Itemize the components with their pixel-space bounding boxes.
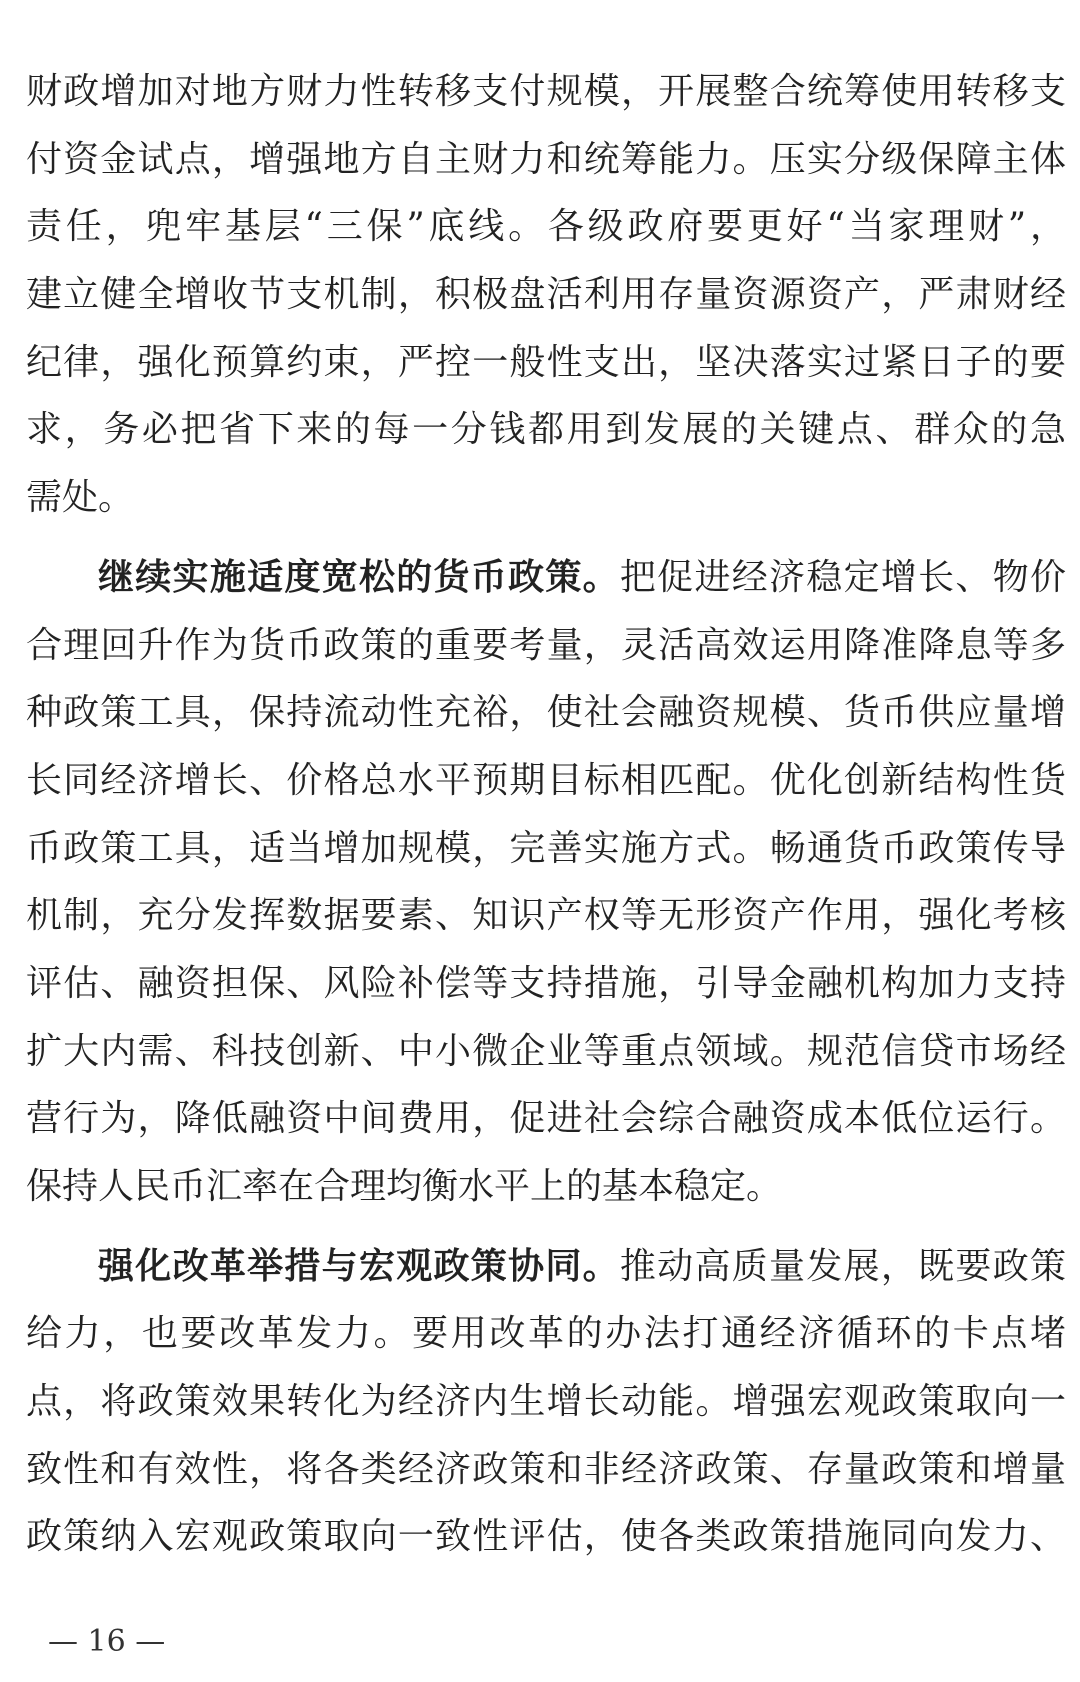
text-line: 纪律，强化预算约束，严控一般性支出，坚决落实过紧日子的要 — [26, 341, 1066, 383]
paragraph-heading: 强化改革举措与宏观政策协同。 — [98, 1244, 620, 1287]
text-line: 长同经济增长、价格总水平预期目标相匹配。优化创新结构性货 — [26, 759, 1066, 801]
text-line: 营行为，降低融资中间费用，促进社会综合融资成本低位运行。 — [26, 1098, 1066, 1140]
text-line: 评估、融资担保、风险补偿等支持措施，引导金融机构加力支持 — [26, 962, 1066, 1004]
text-line: 建立健全增收节支机制，积极盘活利用存量资源资产，严肃财经 — [26, 274, 1066, 316]
paragraph-first-line — [0, 544, 1066, 612]
text-line: 点，将政策效果转化为经济内生增长动能。增强宏观政策取向一 — [26, 1381, 1066, 1423]
text-line: 币政策工具，适当增加规模，完善实施方式。畅通货币政策传导 — [26, 827, 1066, 869]
text-line: 机制，充分发挥数据要素、知识产权等无形资产作用，强化考核 — [26, 895, 1066, 937]
body-text — [0, 58, 1080, 1571]
paragraph-first-line-text: 推动高质量发展，既要政策 — [619, 1245, 1066, 1287]
text-line: 政策纳入宏观政策取向一致性评估，使各类政策措施同向发力、 — [26, 1516, 1066, 1558]
text-line: 致性和有效性，将各类经济政策和非经济政策、存量政策和增量 — [26, 1448, 1066, 1490]
paragraph-first-line — [0, 1233, 1066, 1301]
text-line: 付资金试点，增强地方自主财力和统筹能力。压实分级保障主体 — [26, 138, 1066, 180]
text-line: 扩大内需、科技创新、中小微企业等重点领域。规范信贷市场经 — [26, 1030, 1066, 1072]
paragraph-heading: 继续实施适度宽松的货币政策。 — [98, 555, 620, 598]
paragraph-first-line-text: 把促进经济稳定增长、物价 — [619, 556, 1066, 598]
text-line: 合理回升作为货币政策的重要考量，灵活高效运用降准降息等多 — [26, 624, 1066, 666]
text-line: 财政增加对地方财力性转移支付规模，开展整合统筹使用转移支 — [26, 71, 1066, 112]
text-line: 责任，兜牢基层“三保”底线。各级政府要更好“当家理财”， — [26, 206, 1066, 248]
page-number: — 16 — — [48, 1624, 166, 1659]
text-line: 种政策工具，保持流动性充裕，使社会融资规模、货币供应量增 — [26, 692, 1066, 734]
text-line: 需处。 — [26, 477, 135, 519]
text-line: 求，务必把省下来的每一分钱都用到发展的关键点、群众的急 — [26, 409, 1066, 451]
text-line: 给力，也要改革发力。要用改革的办法打通经济循环的卡点堵 — [26, 1313, 1066, 1355]
text-line: 保持人民币汇率在合理均衡水平上的基本稳定。 — [26, 1166, 783, 1207]
